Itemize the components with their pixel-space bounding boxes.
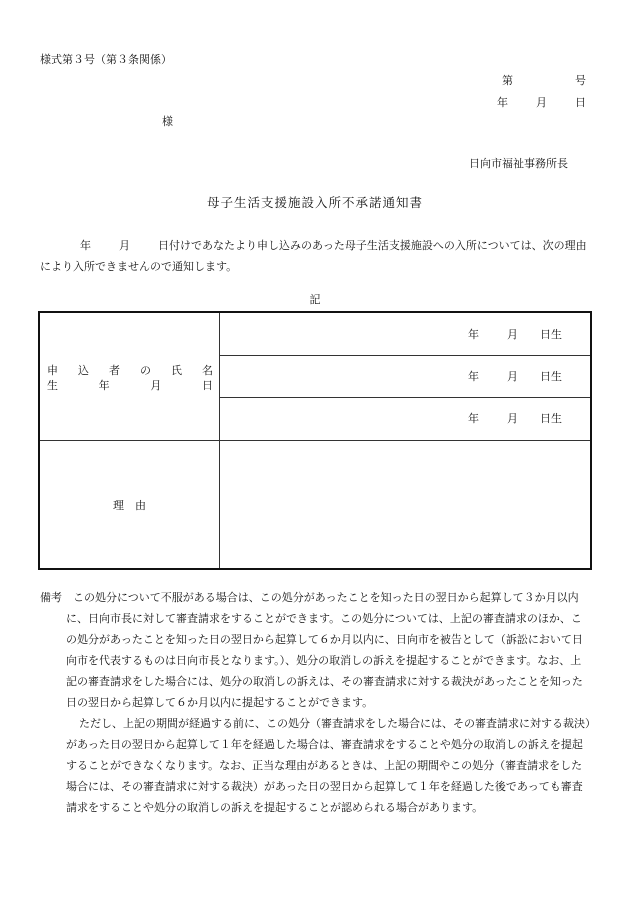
- addressee-suffix: 様: [162, 115, 173, 128]
- reason-label: 理 由: [113, 499, 146, 512]
- document-number-line: [502, 74, 586, 87]
- date-year: 年: [497, 96, 508, 109]
- birth-date-2: 年 月 日生: [468, 370, 562, 383]
- ki-marker: 記: [309, 293, 321, 306]
- remarks-paragraph-2: ただし、上記の期間が経過する前に、この処分（審査請求をした場合には、その審査請求に対する裁決）があった日の翌日から起算して１年を経過した場合は、審査請求をすることや処分の取消しの訴えを提起することができなくなります。なお、正当な理由があるときは、上記の期間やこの処分（審査請求をした場合には、その審査請求に対する裁決）があった日の翌日から起算して１年を経過した後であっても審査請求をすることや処分の取消しの訴えを提起することが認められる場合があります。: [66, 717, 591, 814]
- issue-date-line: [497, 96, 586, 109]
- birth-date-1: 年 月 日生: [468, 328, 562, 341]
- sender-name: 日向市福祉事務所長: [469, 157, 568, 170]
- number-prefix: 第: [502, 74, 513, 87]
- reason-content-cell: [220, 440, 590, 568]
- remarks-paragraph-1: 備考 この処分について不服がある場合は、この処分があったことを知った日の翌日から起算して３か月以内に、日向市長に対して審査請求をすることができます。この処分については、上記の審査請求のほか、この処分があったことを知った日の翌日から起算して６か月以内に、日向市を被告として（訴訟において日向市を代表するものは日向市長となります。）、処分の取消しの訴えを提起することができます。なお、上記の審査請求をした場合には、処分の取消しの訴えは、その審査請求に対する裁決があったことを知った日の翌日から起算して６か月以内に提起することができます。: [40, 591, 583, 709]
- date-day: 日: [575, 96, 586, 109]
- details-table: [38, 311, 592, 570]
- remarks-label: 備考: [40, 591, 62, 604]
- notice-body: [40, 235, 592, 277]
- form-number: 様式第３号（第３条関係）: [40, 53, 172, 66]
- body-year: 年: [80, 239, 91, 252]
- applicant-birth-label: 生年月日: [47, 379, 213, 392]
- document-title: 母子生活支援施設入所不承諾通知書: [206, 195, 423, 210]
- reason-label-cell: [40, 440, 220, 568]
- remarks-section: [40, 587, 592, 818]
- applicant-name-label: 申込者の氏名: [47, 364, 213, 377]
- date-month: 月: [536, 96, 547, 109]
- number-suffix: 号: [575, 74, 586, 87]
- birth-date-3: 年 月 日生: [468, 412, 562, 425]
- applicant-row-3: [220, 397, 590, 441]
- body-month: 月: [119, 239, 130, 252]
- applicant-label-cell: [40, 313, 220, 441]
- body-text: 日付けであなたより申し込みのあった母子生活支援施設への入所については、次の理由により入所できませんので通知します。: [40, 239, 587, 273]
- applicant-row-2: [220, 355, 590, 398]
- applicant-row-1: [220, 313, 590, 356]
